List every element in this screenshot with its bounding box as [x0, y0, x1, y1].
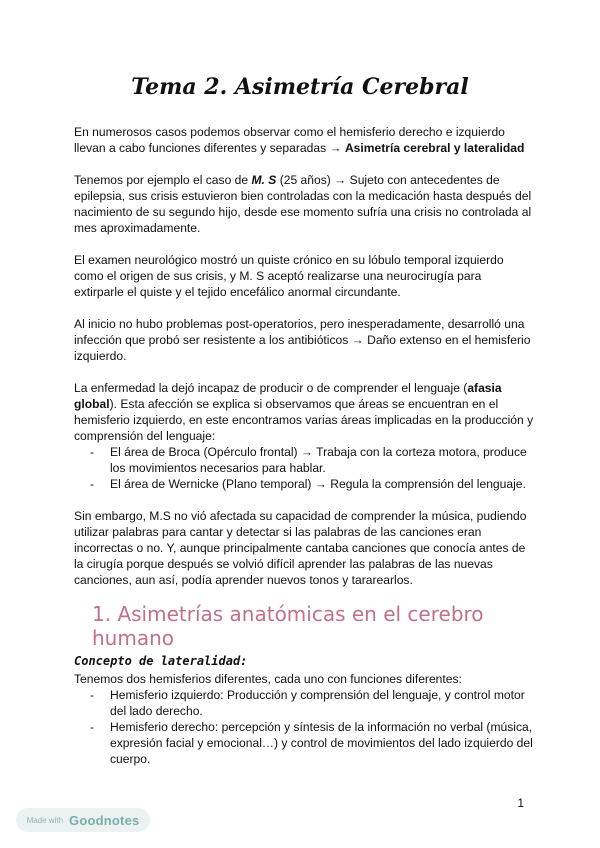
paragraph-postop: Al inicio no hubo problemas post-operatorios, pero inesperadamente, desarrolló una infección que probó ser resistente a los antibióticos → Daño extenso en el hemisferio izquierdo. [74, 317, 531, 363]
list-item [74, 687, 534, 719]
made-with-goodnotes-badge[interactable] [16, 808, 150, 832]
case-pre: Tenemos por ejemplo el caso de [74, 173, 252, 187]
aphasia-pre: La enfermedad la dejó incapaz de producir o de comprender el lenguaje ( [74, 381, 468, 395]
page-number: 1 [517, 796, 524, 810]
paragraph-aphasia [74, 380, 534, 444]
paragraph-hemispheres: Tenemos dos hemisferios diferentes, cada uno con funciones diferentes: [74, 672, 462, 686]
list-item [74, 719, 534, 767]
paragraph-music: Sin embargo, M.S no vió afectada su capacidad de comprender la música, pudiendo utilizar palabras para cantar y detectar si las palabras de las canciones eran incorrectas o no. Y, aunque principalmente cantaba canciones que conocía antes de la cirugía porque después se volvió difícil aprender las palabras de las nuevas canciones, aun así, podía aprender nuevos tonos y tararearlos. [74, 509, 527, 587]
hemispheres-list [74, 687, 534, 767]
case-name: M. S [251, 173, 277, 187]
dash-bullet: - [90, 720, 95, 734]
list-item-text: El área de Broca (Opérculo frontal) → Trabaja con la corteza motora, produce los movimientos necesarios para hablar. [110, 445, 527, 475]
list-item-text: Hemisferio derecho: percepción y síntesis de la información no verbal (música, expresión facial y emocional…) y control de movimientos del lado izquierdo del cuerpo. [110, 720, 533, 766]
list-item [74, 476, 534, 492]
dash-bullet: - [90, 477, 95, 491]
paragraph-exam: El examen neurológico mostró un quiste crónico en su lóbulo temporal izquierdo como el origen de sus crisis, y M. S aceptó realizarse una neurocirugía para extirparle el quiste y el tejido encefálico anormal circundante. [74, 253, 504, 299]
aphasia-post: ). Esta afección se explica si observamos que áreas se encuentran en el hemisferio izquierdo, en este encontramos varias áreas implicadas en la producción y comprensión del lenguaje: [74, 397, 534, 443]
language-areas-list [74, 444, 534, 492]
paragraph-case [74, 172, 534, 236]
list-item-text: Hemisferio izquierdo: Producción y comprensión del lenguaje, y control motor del lado derecho. [110, 688, 525, 718]
subsection-heading: Concepto de lateralidad: [74, 654, 248, 668]
list-item-text: El área de Wernicke (Plano temporal) → Regula la comprensión del lenguaje. [110, 477, 526, 491]
badge-brand: Goodnotes [69, 812, 140, 828]
dash-bullet: - [90, 688, 95, 702]
badge-prefix: Made with [26, 815, 64, 825]
list-item [74, 444, 534, 476]
aphasia-bold: afasia global [74, 381, 502, 411]
section-heading: 1. Asimetrías anatómicas en el cerebro humano [92, 602, 484, 650]
intro-bold: Asimetría cerebral y lateralidad [344, 141, 525, 155]
dash-bullet: - [90, 445, 95, 459]
paragraph-intro [74, 124, 534, 156]
case-post: (25 años) → Sujeto con antecedentes de epilepsia, sus crisis estuvieron bien controladas con la medicación hasta después del nacimiento de su segundo hijo, desde ese momento sufría una crisis no controlada al mes aproximadamente. [74, 173, 532, 235]
intro-text: En numerosos casos podemos observar como el hemisferio derecho e izquierdo llevan a cabo funciones diferentes y separadas → [74, 125, 505, 155]
page-title: Tema 2. Asimetría Cerebral [131, 74, 469, 100]
